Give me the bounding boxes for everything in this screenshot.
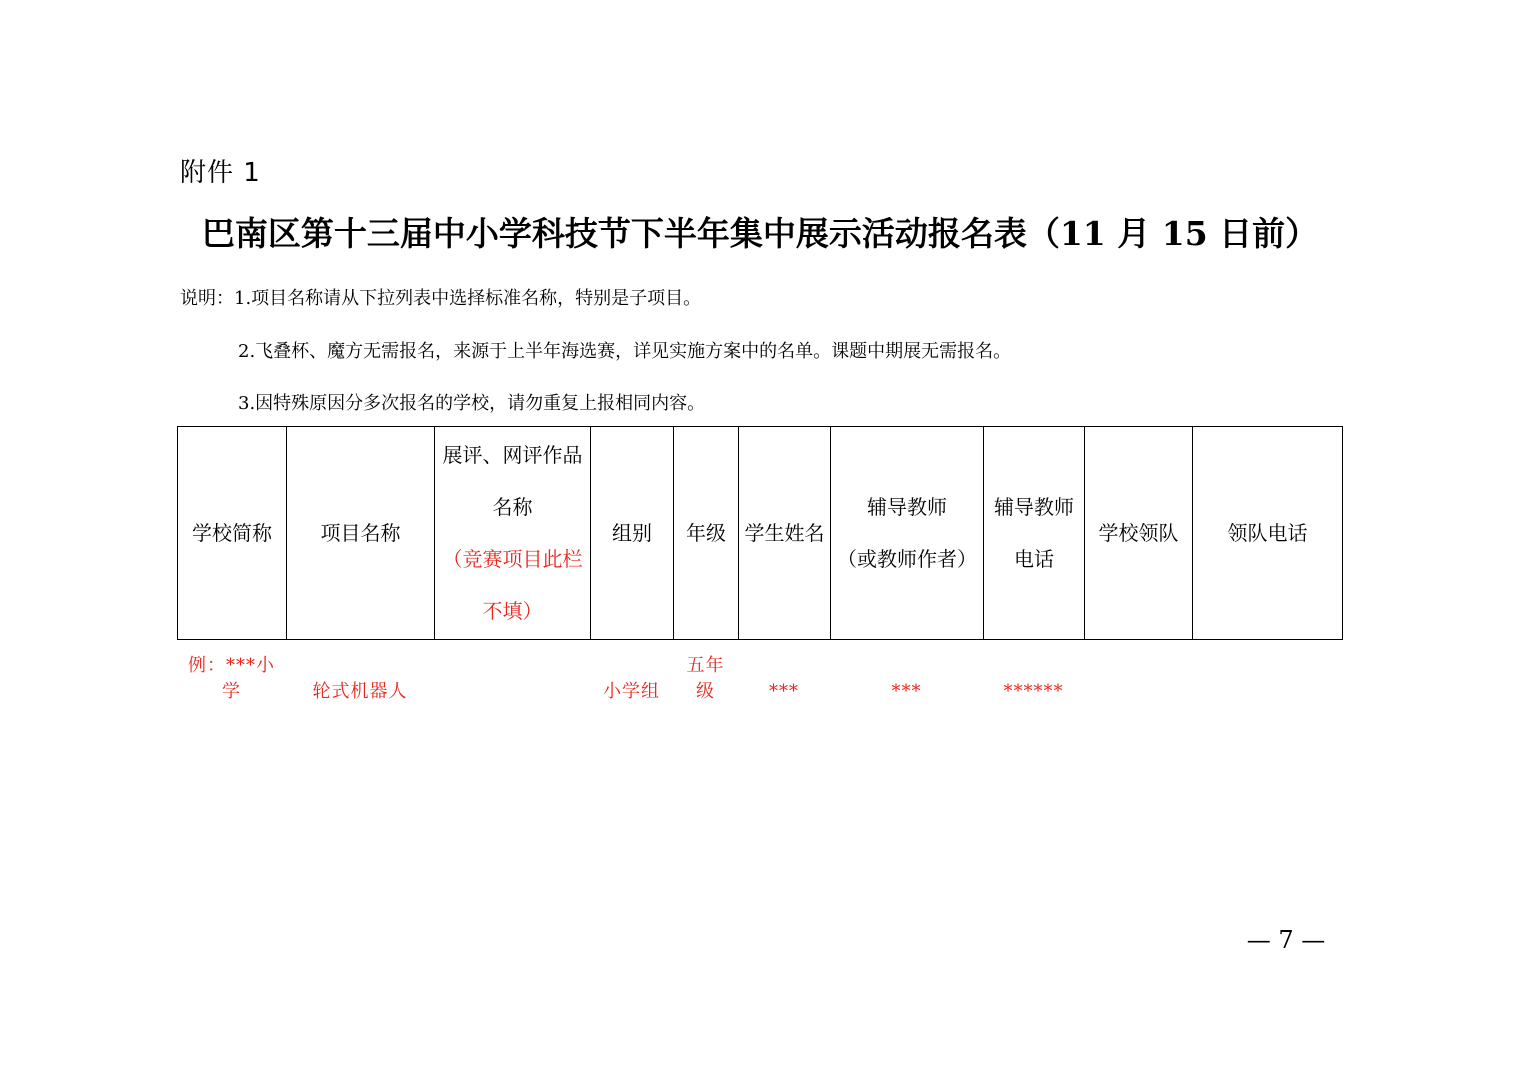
example-group: 小学组 — [603, 681, 660, 702]
col-teacher-line1: 辅导教师 — [867, 495, 947, 519]
example-teacher-phone: ****** — [1003, 681, 1064, 702]
col-leader: 学校领队 — [1085, 427, 1193, 640]
col-work-name-line1: 展评、网评作品 — [442, 443, 583, 467]
col-grade: 年级 — [674, 427, 739, 640]
header-row — [178, 427, 1343, 640]
example-project: 轮式机器人 — [312, 681, 408, 702]
col-project: 项目名称 — [287, 427, 435, 640]
col-school: 学校简称 — [178, 427, 287, 640]
registration-table — [177, 426, 1343, 640]
col-work-name-note-line1: （竞赛项目此栏 — [442, 547, 583, 571]
example-student: *** — [769, 681, 799, 702]
col-group: 组别 — [591, 427, 674, 640]
example-teacher: *** — [891, 681, 922, 702]
example-school-line2: 学 — [222, 681, 241, 702]
example-school-line1: 例：***小 — [188, 655, 275, 676]
example-grade-line1: 五年 — [686, 655, 725, 676]
col-work-name-line2: 名称 — [492, 495, 533, 519]
example-school — [177, 653, 286, 705]
note-line-2: 2.飞叠杯、魔方无需报名，来源于上半年海选赛，详见实施方案中的名单。课题中期展无需报名。 — [238, 341, 1012, 362]
col-student: 学生姓名 — [739, 427, 831, 640]
note-line-3: 3.因特殊原因分多次报名的学校，请勿重复上报相同内容。 — [238, 393, 706, 414]
col-teacher-phone-line2: 电话 — [1014, 547, 1054, 571]
attachment-label: 附件 1 — [180, 158, 261, 188]
col-teacher-line2: （或教师作者） — [837, 547, 977, 571]
example-grade-line2: 级 — [696, 681, 715, 702]
col-teacher-phone — [984, 427, 1085, 640]
page-number: — 7 — — [1246, 926, 1326, 954]
note-line-1: 说明：1.项目名称请从下拉列表中选择标准名称，特别是子项目。 — [180, 288, 702, 309]
col-teacher — [831, 427, 984, 640]
col-work-name — [435, 427, 591, 640]
example-grade — [673, 653, 738, 705]
col-work-name-note-line2: 不填） — [482, 599, 543, 623]
col-teacher-phone-line1: 辅导教师 — [994, 495, 1074, 519]
page-title: 巴南区第十三届中小学科技节下半年集中展示活动报名表（11 月 15 日前） — [201, 214, 1319, 253]
col-leader-phone: 领队电话 — [1193, 427, 1343, 640]
